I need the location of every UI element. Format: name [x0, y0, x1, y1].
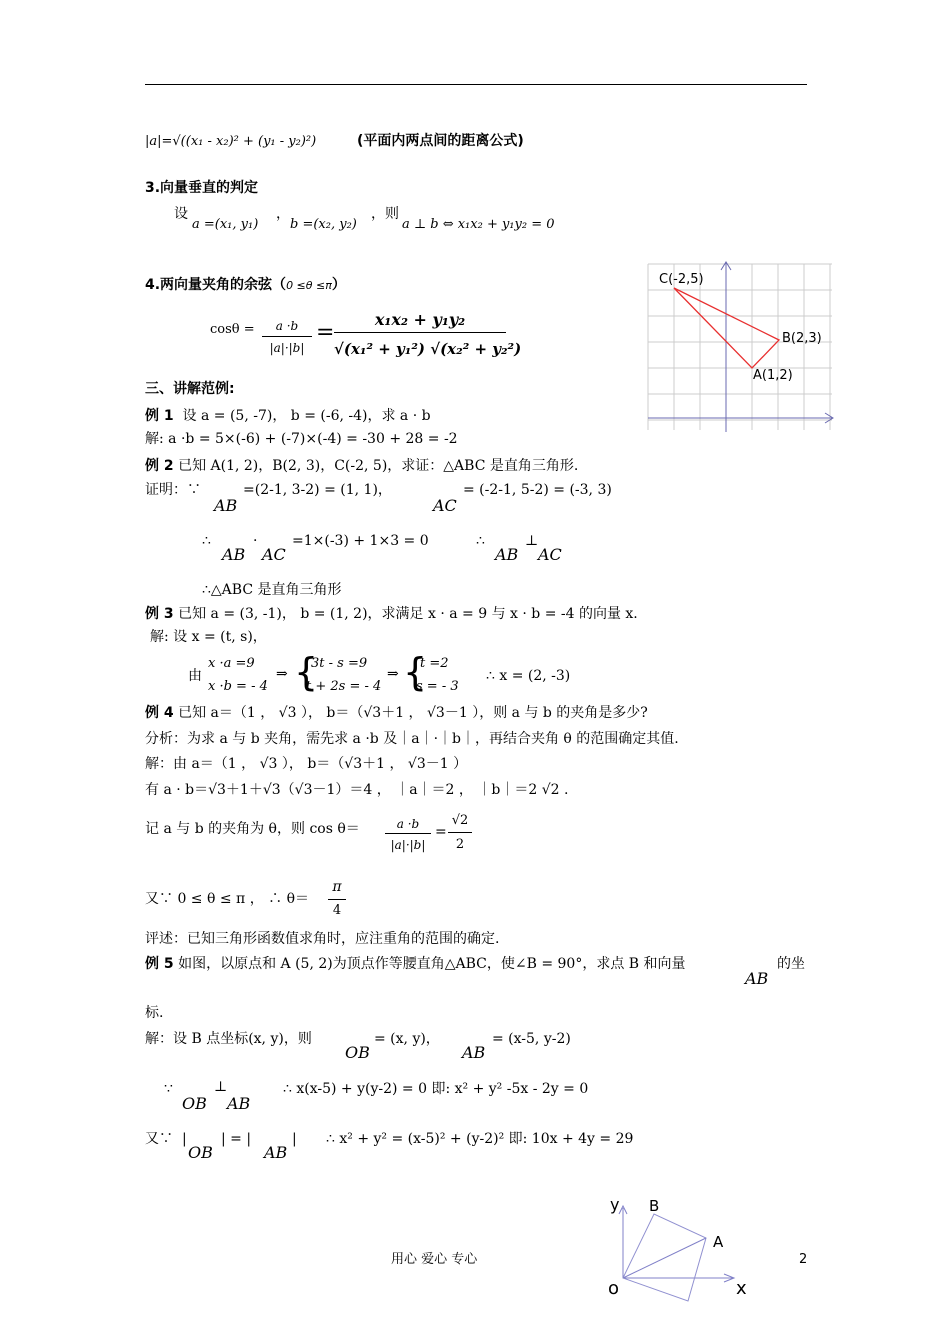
s3-ze: ，则: [371, 206, 399, 222]
ex5-ob3: OB: [188, 1143, 213, 1162]
fig2-y: y: [610, 1195, 620, 1214]
ex3-sys1-l1: x ·a =9: [208, 656, 255, 671]
section-3-title: 3.向量垂直的判定: [145, 180, 259, 196]
ex4-pi-num: π: [332, 879, 342, 895]
page-number: 2: [799, 1252, 808, 1267]
section-examples-title: 三、讲解范例:: [145, 381, 235, 397]
ex4-eq2: =: [435, 824, 447, 840]
ex4-pi-den: 4: [332, 903, 342, 918]
s3-she: 设: [174, 206, 188, 222]
s3-a-def: a =(x₁, y₁): [192, 217, 259, 232]
ex3-arrow2: ⇒: [387, 666, 399, 682]
ex2-proof-lead: 证明：∵: [145, 482, 201, 498]
ex1-question: 例 1 设 a = (5, -7)， b = (-6, -4)，求 a · b: [145, 408, 431, 424]
ex4-frac-line: [385, 833, 431, 834]
frac1-line: [262, 336, 312, 337]
ex3-sys3-l2: s = - 3: [416, 679, 459, 694]
ex5-ob2: OB: [182, 1094, 207, 1113]
frac2-den: √(x₁² + y₁²) √(x₂² + y₂²): [334, 340, 522, 358]
ex2-ab: AB: [214, 496, 238, 515]
isosceles-figure: [596, 1194, 756, 1304]
frac2-line: [334, 332, 506, 333]
ex2-dot: ·: [253, 533, 258, 549]
ex2-product: =1×(-3) + 1×3 = 0: [292, 533, 429, 549]
ex5-sol-lead: 解：设 B 点坐标(x, y)，则: [145, 1031, 312, 1047]
ex5-ob: OB: [345, 1043, 370, 1062]
ex3-brace1: {: [294, 650, 319, 694]
ex5-ob-val: = (x, y)，: [374, 1031, 440, 1047]
ex5-eqmid: | = |: [221, 1131, 252, 1147]
ex3-sol-lead: 解: 设 x = (t, s)，: [150, 629, 267, 645]
triangle-graph: [645, 260, 837, 434]
footer-motto: 用心 爱心 专心: [391, 1252, 478, 1267]
ex5-eq2: ∴ x² + y² = (x-5)² + (y-2)² 即: 10x + 4y = 29: [326, 1131, 634, 1147]
label-a: A(1,2): [753, 368, 793, 383]
ex2-question: 例 2 已知 A(1, 2)，B(2, 3)，C(-2, 5)，求证：△ABC 是直角三角形.: [145, 458, 579, 474]
ex4-pi-line: [328, 899, 346, 900]
ex2-therefore: ∴: [202, 533, 211, 549]
section-4-title: 4.两向量夹角的余弦（0 ≤θ ≤π）: [145, 277, 346, 293]
ex2-ab-val: =(2-1, 3-2) = (1, 1)，: [243, 482, 392, 498]
ex2-ac: AC: [433, 496, 457, 515]
ex5-q-end2: 标.: [145, 1005, 164, 1021]
ex5-question: 例 5 如图，以原点和 A (5, 2)为顶点作等腰直角△ABC，使∠B = 90°，求点 B 和向量: [145, 956, 686, 972]
ex4-frac-den: |a|·|b|: [390, 838, 426, 852]
ex2-ac-val: = (-2-1, 5-2) = (-3, 3): [463, 482, 612, 498]
ex5-perp: ⊥: [214, 1079, 228, 1095]
label-b: B(2,3): [782, 331, 822, 346]
ex2-ac2: AC: [262, 545, 286, 564]
fig2-x: x: [736, 1278, 747, 1299]
frac1-num: a ·b: [275, 319, 299, 333]
ex3-sys3-l1: t =2: [420, 656, 449, 671]
frac1-den: |a|·|b|: [269, 341, 305, 355]
ex2-therefore2: ∴: [476, 533, 485, 549]
ex5-q-end: 的坐: [777, 956, 805, 972]
ex3-sys2-l1: 3t - s =9: [311, 656, 368, 671]
ex4-again: 又∵ 0 ≤ θ ≤ π ， ∴ θ＝: [145, 891, 310, 907]
cos-label: cosθ =: [210, 322, 255, 337]
s3-comma: ，: [276, 206, 290, 222]
ex5-bar2: |: [292, 1131, 297, 1147]
fig2-o: o: [608, 1278, 620, 1299]
ex5-eq1: ∴ x(x-5) + y(y-2) = 0 即: x² + y² -5x - 2y = 0: [283, 1081, 589, 1097]
ex3-brace2: {: [403, 650, 428, 694]
ex5-ab: AB: [745, 969, 769, 988]
ex5-ab4: AB: [264, 1143, 288, 1162]
ex3-sys1-l2: x ·b = - 4: [208, 679, 268, 694]
ex3-you: 由: [188, 668, 202, 684]
fig2-a: A: [713, 1233, 724, 1251]
ex2-ac3: AC: [538, 545, 562, 564]
header-rule: [145, 84, 807, 85]
ex4-analysis: 分析：为求 a 与 b 夹角，需先求 a ·b 及｜a｜·｜b｜，再结合夹角 θ 的范围确定其值.: [145, 731, 679, 747]
ex3-question: 例 3 已知 a = (3, -1)， b = (1, 2)，求满足 x · a = 9 与 x · b = -4 的向量 x.: [145, 606, 638, 622]
distance-note: (平面内两点间的距离公式): [357, 133, 524, 149]
ex4-note-lead: 记 a 与 b 的夹角为 θ，则 cos θ＝: [145, 821, 360, 837]
label-c: C(-2,5): [659, 272, 704, 287]
ex5-ab-val: = (x-5, y-2): [492, 1031, 571, 1047]
s3-b-def: b =(x₂, y₂): [290, 217, 357, 232]
ex2-ab3: AB: [495, 545, 519, 564]
ex4-solution: 解：由 a＝（1 ， √3 ）， b＝（√3＋1 ， √3－1 ）: [145, 756, 468, 772]
eq-sign: =: [316, 320, 335, 345]
ex3-arrow1: ⇒: [276, 666, 288, 682]
s3-relation: a ⊥ b ⇔ x₁x₂ + y₁y₂ = 0: [402, 217, 555, 232]
ex2-perp: ⊥: [525, 533, 539, 549]
ex5-again: 又∵: [145, 1131, 173, 1147]
ex4-comment: 评述：已知三角形函数值求角时，应注重角的范围的确定.: [145, 931, 500, 947]
ex5-ab3: AB: [227, 1094, 251, 1113]
ex3-sys2-l2: t + 2s = - 4: [306, 679, 382, 694]
ex5-bar1: |: [182, 1131, 187, 1147]
distance-formula: |a|=√((x₁ - x₂)² + (y₁ - y₂)²): [145, 134, 317, 149]
ex3-result: ∴ x = (2, -3): [486, 668, 571, 684]
ex5-ab2: AB: [462, 1043, 486, 1062]
ex2-ab2: AB: [222, 545, 246, 564]
ex4-val-den: 2: [455, 837, 465, 852]
ex4-have: 有 a · b＝√3＋1＋√3（√3－1）＝4 ， ｜a｜＝2 ， ｜b｜＝2 √2 .: [145, 782, 569, 798]
ex2-conclusion: ∴△ABC 是直角三角形: [202, 582, 342, 598]
ex5-because: ∵: [164, 1081, 173, 1097]
ex4-question: 例 4 已知 a＝（1 ， √3 ）， b＝（√3＋1 ， √3－1 ），则 a 与 b 的夹角是多少?: [145, 705, 648, 721]
fig2-b: B: [649, 1197, 660, 1215]
ex4-val-line: [448, 832, 472, 833]
ex1-solution: 解: a ·b = 5×(-6) + (-7)×(-4) = -30 + 28 = -2: [145, 431, 458, 447]
frac2-num: x₁x₂ + y₁y₂: [374, 310, 466, 329]
ex4-frac-num: a ·b: [396, 817, 420, 831]
ex4-val-num: √2: [451, 813, 469, 828]
